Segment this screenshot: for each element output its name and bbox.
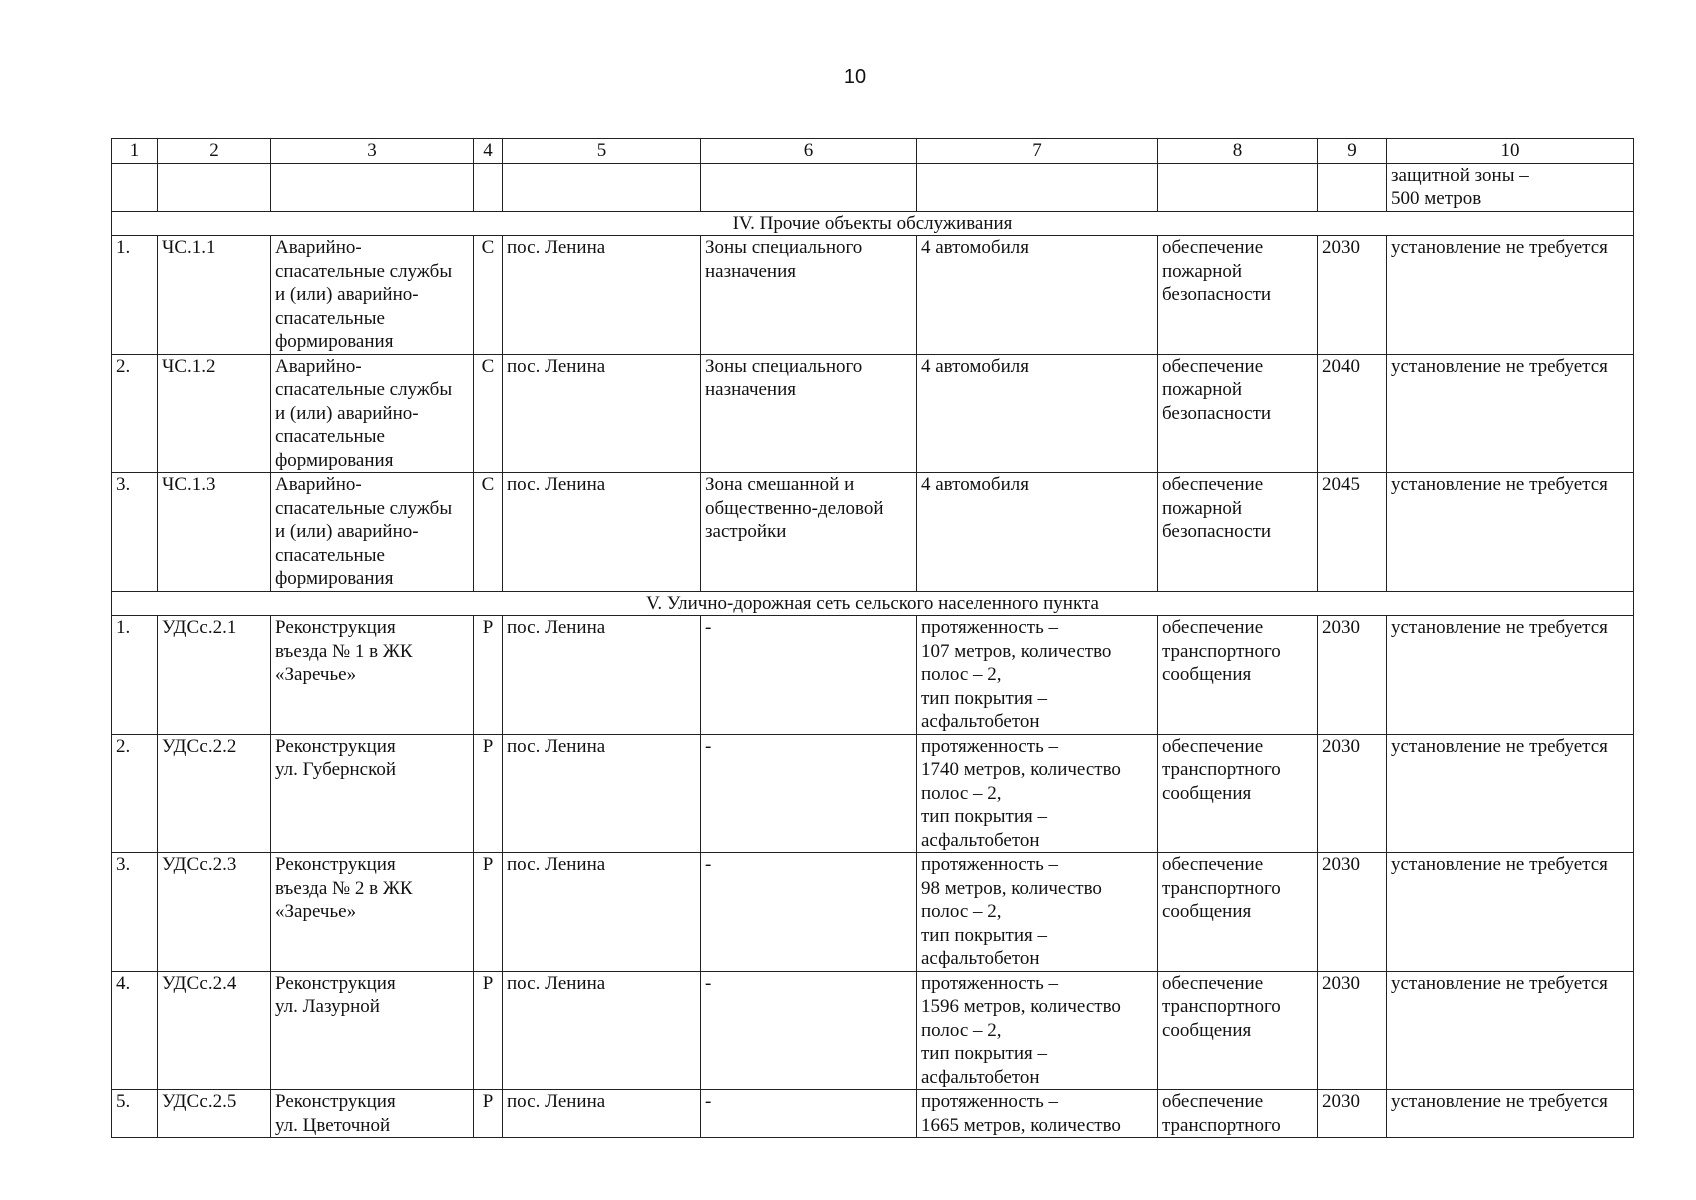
row-number: 3. bbox=[112, 853, 158, 972]
section-title: IV. Прочие объекты обслуживания bbox=[112, 211, 1634, 236]
cell-line: Аварийно- bbox=[275, 237, 362, 258]
header-cell-2: 2 bbox=[158, 139, 271, 164]
cell-line: и (или) аварийно- bbox=[275, 402, 419, 424]
cell-line: - bbox=[705, 617, 712, 638]
object-location: пос. Ленина bbox=[503, 616, 701, 735]
object-status: С bbox=[474, 473, 503, 592]
cell-line: протяженность – bbox=[921, 972, 1058, 994]
object-code: УДСс.2.1 bbox=[158, 616, 271, 735]
cell-line: пожарной bbox=[1162, 497, 1243, 519]
cell-line: протяженность – bbox=[921, 1091, 1058, 1112]
empty-cell bbox=[1158, 163, 1318, 211]
empty-cell bbox=[271, 163, 474, 211]
cell-line: асфальтобетон bbox=[921, 711, 1040, 732]
object-status: Р bbox=[474, 616, 503, 735]
table-row bbox=[112, 616, 1634, 735]
cell-line: Реконструкция bbox=[275, 617, 396, 638]
cell-line: асфальтобетон bbox=[921, 1066, 1040, 1088]
empty-cell bbox=[112, 163, 158, 211]
table-row bbox=[112, 354, 1634, 473]
cell-line: 1665 метров, количество bbox=[921, 1114, 1121, 1136]
cell-line: сообщения bbox=[1162, 782, 1252, 804]
cell-line: асфальтобетон bbox=[921, 948, 1040, 969]
cell-line: Реконструкция bbox=[275, 972, 396, 994]
object-code: УДСс.2.2 bbox=[158, 734, 271, 853]
protection-zone: установление не требуется bbox=[1387, 236, 1634, 355]
cell-line: пожарной bbox=[1162, 260, 1243, 282]
cell-line: протяженность – bbox=[921, 854, 1058, 875]
object-purpose bbox=[1158, 853, 1318, 972]
object-parameters bbox=[917, 473, 1158, 592]
object-parameters bbox=[917, 971, 1158, 1090]
implementation-year: 2040 bbox=[1318, 354, 1387, 473]
object-purpose bbox=[1158, 616, 1318, 735]
continuation-row bbox=[112, 163, 1634, 211]
cell-line: полос – 2, bbox=[921, 664, 1002, 685]
header-cell-1: 1 bbox=[112, 139, 158, 164]
object-purpose bbox=[1158, 734, 1318, 853]
row-number: 2. bbox=[112, 734, 158, 853]
functional-zone bbox=[701, 1090, 917, 1138]
cell-line: сообщения bbox=[1162, 901, 1252, 922]
table-row bbox=[112, 853, 1634, 972]
header-row bbox=[112, 139, 1634, 164]
functional-zone bbox=[701, 971, 917, 1090]
empty-cell bbox=[1318, 163, 1387, 211]
object-name bbox=[271, 971, 474, 1090]
cell-line: спасательные bbox=[275, 426, 385, 447]
cell-line: полос – 2, bbox=[921, 1019, 1002, 1041]
cell-line: протяженность – bbox=[921, 735, 1058, 757]
cell-line: полос – 2, bbox=[921, 782, 1002, 804]
object-purpose bbox=[1158, 354, 1318, 473]
table-row bbox=[112, 473, 1634, 592]
object-code: УДСс.2.3 bbox=[158, 853, 271, 972]
cell-line: 4 автомобиля bbox=[921, 355, 1029, 377]
protection-zone: установление не требуется bbox=[1387, 971, 1634, 1090]
cell-line: обеспечение bbox=[1162, 854, 1264, 875]
section-title: V. Улично-дорожная сеть сельского населенного пункта bbox=[112, 591, 1634, 616]
objects-table bbox=[111, 138, 1634, 1138]
object-location: пос. Ленина bbox=[503, 354, 701, 473]
implementation-year: 2030 bbox=[1318, 853, 1387, 972]
cell-line: Зоны специального bbox=[705, 237, 863, 258]
header-cell-4: 4 bbox=[474, 139, 503, 164]
section-title-row bbox=[112, 211, 1634, 236]
cell-line: обеспечение bbox=[1162, 617, 1264, 638]
cell-line: асфальтобетон bbox=[921, 829, 1040, 851]
cell-line: транспортного bbox=[1162, 759, 1281, 780]
cell-line: «Заречье» bbox=[275, 901, 357, 922]
object-name bbox=[271, 1090, 474, 1138]
cell-line: 1596 метров, количество bbox=[921, 996, 1121, 1017]
cell-line: спасательные bbox=[275, 544, 385, 566]
object-status: С bbox=[474, 354, 503, 473]
cell-line: спасательные службы bbox=[275, 497, 453, 519]
cell-line: тип покрытия – bbox=[921, 687, 1048, 709]
object-status: Р bbox=[474, 971, 503, 1090]
row-number: 1. bbox=[112, 616, 158, 735]
object-code: ЧС.1.1 bbox=[158, 236, 271, 355]
object-code: ЧС.1.2 bbox=[158, 354, 271, 473]
object-purpose bbox=[1158, 236, 1318, 355]
table-row bbox=[112, 734, 1634, 853]
cell-line: формирования bbox=[275, 449, 394, 471]
functional-zone bbox=[701, 473, 917, 592]
protection-zone: установление не требуется bbox=[1387, 734, 1634, 853]
cell-line: и (или) аварийно- bbox=[275, 521, 419, 542]
empty-cell bbox=[917, 163, 1158, 211]
cell-line: формирования bbox=[275, 568, 394, 589]
protection-zone: установление не требуется bbox=[1387, 354, 1634, 473]
object-status: Р bbox=[474, 853, 503, 972]
empty-cell bbox=[503, 163, 701, 211]
implementation-year: 2030 bbox=[1318, 734, 1387, 853]
protection-zone-cell bbox=[1387, 163, 1634, 211]
cell-line: 1740 метров, количество bbox=[921, 759, 1121, 780]
object-purpose bbox=[1158, 473, 1318, 592]
object-parameters bbox=[917, 354, 1158, 473]
cell-line: 107 метров, количество bbox=[921, 640, 1112, 662]
cell-line: назначения bbox=[705, 260, 797, 282]
empty-cell bbox=[158, 163, 271, 211]
object-purpose bbox=[1158, 1090, 1318, 1138]
object-parameters bbox=[917, 734, 1158, 853]
empty-cell bbox=[701, 163, 917, 211]
page-number: 10 bbox=[843, 66, 867, 88]
row-number: 4. bbox=[112, 971, 158, 1090]
cell-line: пожарной bbox=[1162, 379, 1243, 400]
object-name bbox=[271, 734, 474, 853]
object-name bbox=[271, 354, 474, 473]
cell-line: Реконструкция bbox=[275, 735, 396, 757]
object-location: пос. Ленина bbox=[503, 473, 701, 592]
functional-zone bbox=[701, 734, 917, 853]
object-name bbox=[271, 236, 474, 355]
object-location: пос. Ленина bbox=[503, 236, 701, 355]
protection-zone: установление не требуется bbox=[1387, 1090, 1634, 1138]
cell-line: обеспечение bbox=[1162, 474, 1264, 495]
table-row bbox=[112, 971, 1634, 1090]
header-cell-5: 5 bbox=[503, 139, 701, 164]
implementation-year: 2030 bbox=[1318, 971, 1387, 1090]
cell-line: назначения bbox=[705, 379, 797, 400]
header-cell-7: 7 bbox=[917, 139, 1158, 164]
implementation-year: 2030 bbox=[1318, 1090, 1387, 1138]
header-cell-3: 3 bbox=[271, 139, 474, 164]
cell-line: - bbox=[705, 854, 712, 875]
functional-zone bbox=[701, 853, 917, 972]
cell-line: транспортного bbox=[1162, 996, 1281, 1017]
cell-line: сообщения bbox=[1162, 664, 1252, 685]
protection-zone: установление не требуется bbox=[1387, 616, 1634, 735]
cell-line: 98 метров, количество bbox=[921, 877, 1102, 899]
cell-line: обеспечение bbox=[1162, 355, 1264, 377]
object-code: ЧС.1.3 bbox=[158, 473, 271, 592]
implementation-year: 2045 bbox=[1318, 473, 1387, 592]
cell-line: безопасности bbox=[1162, 521, 1272, 542]
cell-line: сообщения bbox=[1162, 1019, 1252, 1041]
cell-line: обеспечение bbox=[1162, 972, 1264, 994]
cell-line: безопасности bbox=[1162, 402, 1272, 424]
cell-line: - bbox=[705, 735, 712, 757]
cell-line: общественно-деловой bbox=[705, 497, 884, 519]
cell-line: - bbox=[705, 972, 712, 994]
object-location: пос. Ленина bbox=[503, 734, 701, 853]
cell-line: тип покрытия – bbox=[921, 806, 1048, 827]
row-number: 1. bbox=[112, 236, 158, 355]
header-cell-8: 8 bbox=[1158, 139, 1318, 164]
cell-line: и (или) аварийно- bbox=[275, 284, 419, 305]
object-status: С bbox=[474, 236, 503, 355]
cell-line: застройки bbox=[705, 521, 787, 542]
cell-line: въезда № 2 в ЖК bbox=[275, 877, 413, 899]
object-purpose bbox=[1158, 971, 1318, 1090]
cell-line: спасательные службы bbox=[275, 260, 453, 282]
cell-line: 4 автомобиля bbox=[921, 237, 1029, 258]
empty-cell bbox=[474, 163, 503, 211]
cell-line: транспортного bbox=[1162, 640, 1281, 662]
cell-line: безопасности bbox=[1162, 284, 1272, 305]
object-name bbox=[271, 473, 474, 592]
object-parameters bbox=[917, 1090, 1158, 1138]
cell-line: Аварийно- bbox=[275, 355, 362, 377]
header-cell-10: 10 bbox=[1387, 139, 1634, 164]
object-location: пос. Ленина bbox=[503, 971, 701, 1090]
cell-line: «Заречье» bbox=[275, 664, 357, 685]
cell-line: 500 метров bbox=[1391, 188, 1482, 209]
protection-zone: установление не требуется bbox=[1387, 853, 1634, 972]
cell-line: транспортного bbox=[1162, 877, 1281, 899]
row-number: 2. bbox=[112, 354, 158, 473]
cell-line: обеспечение bbox=[1162, 1091, 1264, 1112]
object-code: УДСс.2.5 bbox=[158, 1090, 271, 1138]
table-row bbox=[112, 236, 1634, 355]
header-cell-6: 6 bbox=[701, 139, 917, 164]
object-name bbox=[271, 616, 474, 735]
functional-zone bbox=[701, 354, 917, 473]
object-status: Р bbox=[474, 734, 503, 853]
cell-line: спасательные bbox=[275, 307, 385, 329]
object-location: пос. Ленина bbox=[503, 853, 701, 972]
functional-zone bbox=[701, 616, 917, 735]
functional-zone bbox=[701, 236, 917, 355]
cell-line: Аварийно- bbox=[275, 474, 362, 495]
cell-line: ул. Цветочной bbox=[275, 1114, 391, 1136]
object-code: УДСс.2.4 bbox=[158, 971, 271, 1090]
cell-line: - bbox=[705, 1091, 712, 1112]
header-cell-9: 9 bbox=[1318, 139, 1387, 164]
cell-line: обеспечение bbox=[1162, 735, 1264, 757]
cell-line: Реконструкция bbox=[275, 1091, 396, 1112]
implementation-year: 2030 bbox=[1318, 616, 1387, 735]
cell-line: полос – 2, bbox=[921, 901, 1002, 922]
cell-line: формирования bbox=[275, 331, 394, 352]
cell-line: въезда № 1 в ЖК bbox=[275, 640, 413, 662]
implementation-year: 2030 bbox=[1318, 236, 1387, 355]
row-number: 3. bbox=[112, 473, 158, 592]
object-status: Р bbox=[474, 1090, 503, 1138]
object-location: пос. Ленина bbox=[503, 1090, 701, 1138]
section-title-row bbox=[112, 591, 1634, 616]
object-parameters bbox=[917, 616, 1158, 735]
object-name bbox=[271, 853, 474, 972]
cell-line: Реконструкция bbox=[275, 854, 396, 875]
cell-line: защитной зоны – bbox=[1391, 164, 1529, 186]
cell-line: тип покрытия – bbox=[921, 924, 1048, 946]
cell-line: Зона смешанной и bbox=[705, 474, 855, 495]
cell-line: ул. Лазурной bbox=[275, 996, 380, 1017]
cell-line: транспортного bbox=[1162, 1114, 1281, 1136]
cell-line: протяженность – bbox=[921, 617, 1058, 638]
cell-line: обеспечение bbox=[1162, 237, 1264, 258]
row-number: 5. bbox=[112, 1090, 158, 1138]
object-parameters bbox=[917, 853, 1158, 972]
protection-zone: установление не требуется bbox=[1387, 473, 1634, 592]
cell-line: Зоны специального bbox=[705, 355, 863, 377]
object-parameters bbox=[917, 236, 1158, 355]
cell-line: спасательные службы bbox=[275, 379, 453, 400]
table-row bbox=[112, 1090, 1634, 1138]
cell-line: тип покрытия – bbox=[921, 1043, 1048, 1064]
cell-line: 4 автомобиля bbox=[921, 474, 1029, 495]
cell-line: ул. Губернской bbox=[275, 759, 397, 780]
